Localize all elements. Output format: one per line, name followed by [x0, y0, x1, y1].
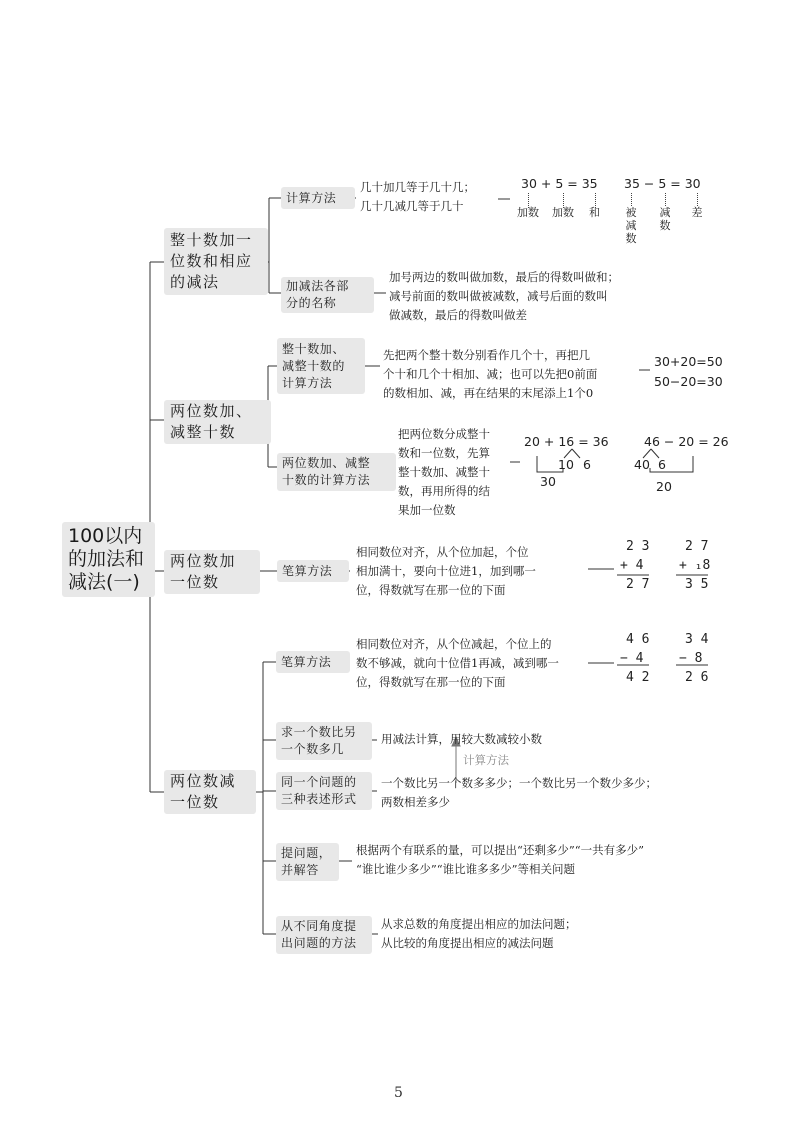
text-line: 相同数位对齐，从个位加起，个位: [356, 545, 529, 559]
split-sub-ten: 40: [634, 457, 650, 472]
split-sub-one: 6: [658, 457, 666, 472]
branch-1-title-line: 位数和相应: [170, 252, 253, 270]
text-line: 从比较的角度提出相应的减法问题: [381, 936, 554, 950]
label-text: 十数的计算方法: [282, 473, 371, 487]
text-line: 个十和几个十相加、减；也可以先把0前面: [383, 367, 598, 381]
column-top: 3 4: [685, 632, 709, 647]
example-eq-1: 30+20=50: [654, 354, 723, 369]
column-add-example-2: [679, 537, 710, 594]
branch-1-title: [164, 228, 268, 295]
branch-1-title-line: 整十数加一: [170, 231, 253, 249]
label-text: 同一个问题的: [281, 775, 357, 789]
tens-calc-examples: [654, 352, 723, 392]
text-line: 先把两个整十数分别看作几个十，再把几: [383, 348, 590, 362]
minuend-name: 被减数: [625, 206, 637, 245]
column-result: 3 5: [685, 577, 709, 592]
root-line-1: 100以内: [68, 525, 143, 547]
three-forms-text: [381, 774, 657, 812]
label-text: 求一个数比另: [281, 725, 357, 739]
text-line: 从求总数的角度提出相应的加法问题；: [381, 917, 577, 931]
text-line: 根据两个有联系的量，可以提出“还剩多少”“一共有多少”: [356, 843, 645, 857]
label-text: 分的名称: [286, 296, 337, 310]
branch-2-title: [164, 400, 271, 444]
column-add-text: [356, 543, 536, 600]
addend-name-1: 加数: [517, 206, 539, 219]
label-text: 从不同角度提: [281, 919, 357, 933]
sum-name: 和: [589, 206, 600, 219]
text-line: 用减法计算，用较大数减较小数: [381, 732, 542, 746]
text-line: 把两位数分成整十: [398, 427, 490, 441]
column-sub-text: [356, 635, 559, 692]
label-text: 提问题，: [281, 846, 332, 860]
calc-method-label: [281, 187, 355, 209]
split-add-one: 6: [583, 457, 591, 472]
text-line: 的数相加、减，再在结果的末尾添上1个0: [383, 386, 594, 400]
example-eq-2: 50−20=30: [654, 374, 723, 389]
column-result: 2 6: [685, 670, 709, 685]
tens-calc-text: [383, 346, 597, 403]
branch-3-title-line: 一位数: [170, 573, 220, 591]
text-line: 数和一位数，先算: [398, 446, 490, 460]
column-sub-label: [276, 651, 350, 673]
text-line: 做减数，最后的得数叫做差: [389, 308, 527, 322]
add-example-equation: 30 + 5 = 35: [521, 176, 598, 191]
label-text: 减整十数的: [282, 358, 346, 373]
column-top: 2 3: [626, 539, 650, 554]
column-top: 4 6: [626, 632, 650, 647]
difference-name: 差: [691, 206, 703, 219]
split-add-equation: 20 + 16 = 36: [524, 434, 609, 449]
parts-names-label: [281, 277, 374, 313]
calc-method-note: 计算方法: [463, 753, 509, 767]
root-line-2: 的加法和: [68, 548, 145, 570]
label-text: 计算方法: [282, 375, 333, 390]
split-add-partial: 30: [540, 474, 556, 489]
text-line: 数不够减，就向十位借1再减，减到哪一: [356, 656, 559, 670]
branch-2-title-line: 两位数加、: [170, 402, 253, 420]
text-line: 位，得数就写在那一位的下面: [356, 675, 506, 689]
text-line: 位，得数就写在那一位的下面: [356, 583, 506, 597]
label-text: 加减法各部: [286, 279, 350, 293]
label-text: 并解答: [281, 863, 319, 877]
label-text: 一个数多几: [281, 742, 345, 756]
dotted-guide: [697, 193, 698, 206]
text-line: 加号两边的数叫做加数，最后的得数叫做和；: [389, 270, 619, 284]
label-text: 笔算方法: [281, 654, 332, 669]
text-line: 相加满十，要向十位进1，加到哪一: [356, 564, 536, 578]
column-add-label: [277, 560, 349, 582]
parts-names-text: [389, 268, 619, 325]
label-text: 整十数加、: [282, 341, 346, 356]
text-line: 相同数位对齐，从个位减起，个位上的: [356, 637, 552, 651]
column-result: 4 2: [626, 670, 650, 685]
three-forms-label: [276, 772, 372, 810]
text-line: 几十几减几等于几十: [360, 199, 464, 213]
two-digit-tens-label: [277, 453, 396, 491]
subtrahend-name: 减数: [659, 206, 671, 232]
pose-question-text: [356, 841, 644, 879]
column-add-example-1: [620, 537, 649, 594]
branch-4-title-line: 两位数减: [170, 772, 237, 790]
label-text: 计算方法: [286, 190, 337, 205]
text-line: 数，再用所得的结: [398, 484, 490, 498]
label-text: 笔算方法: [282, 563, 333, 578]
different-angles-label: [276, 916, 372, 954]
label-text: 三种表述形式: [281, 792, 357, 806]
branch-1-title-line: 的减法: [170, 273, 220, 291]
column-sub-example-1: [620, 630, 649, 687]
sub-example-equation: 35 − 5 = 30: [624, 176, 701, 191]
text-line: 减号前面的数叫做被减数，减号后面的数叫: [389, 289, 608, 303]
branch-4-title-line: 一位数: [170, 793, 220, 811]
branch-3-title: [164, 550, 260, 594]
dotted-guide: [631, 193, 632, 206]
split-sub-partial: 20: [656, 479, 672, 494]
label-text: 出问题的方法: [281, 936, 357, 950]
how-many-more-label: [276, 722, 372, 760]
split-sub-equation: 46 − 20 = 26: [644, 434, 729, 449]
how-many-more-text: [381, 730, 542, 749]
split-add-ten: 10: [558, 457, 574, 472]
column-result: 2 7: [626, 577, 650, 592]
text-line: 几十加几等于几十几；: [360, 180, 475, 194]
label-text: 两位数加、减整: [282, 456, 371, 470]
text-line: “谁比谁少多少”“谁比谁多多少”等相关问题: [356, 862, 576, 876]
column-mid: − 4: [620, 651, 644, 666]
addend-name-2: 加数: [552, 206, 574, 219]
branch-3-title-line: 两位数加: [170, 552, 237, 570]
pose-question-label: [276, 843, 339, 881]
text-line: 两数相差多少: [381, 795, 450, 809]
column-top: 2 7: [685, 539, 709, 554]
text-line: 整十数加、减整十: [398, 465, 490, 479]
calc-method-text: [360, 178, 475, 216]
tens-calc-label: [277, 338, 365, 394]
column-mid: + ₁8: [679, 558, 711, 573]
branch-2-title-line: 减整十数: [170, 423, 237, 441]
page-number: 5: [394, 1085, 403, 1101]
dotted-guide: [665, 193, 666, 206]
two-digit-tens-text: [398, 425, 490, 520]
column-mid: − 8: [679, 651, 703, 666]
root-node: [62, 522, 155, 597]
root-line-3: 减法(一): [68, 571, 140, 593]
column-sub-example-2: [679, 630, 708, 687]
branch-4-title: [164, 770, 256, 814]
column-mid: + 4: [620, 558, 644, 573]
different-angles-text: [381, 915, 577, 953]
text-line: 一个数比另一个数多多少；一个数比另一个数少多少；: [381, 776, 657, 790]
text-line: 果加一位数: [398, 503, 456, 517]
